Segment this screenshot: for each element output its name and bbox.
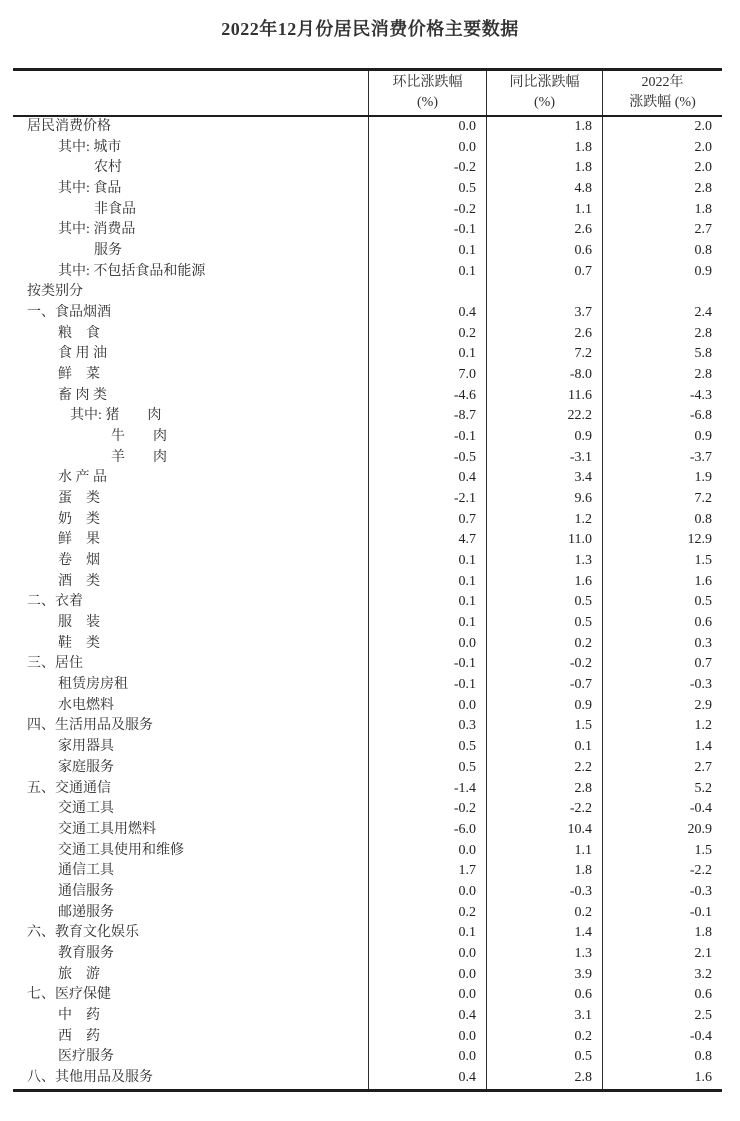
row-label: 水电燃料 (58, 697, 114, 713)
cell-mom: -1.4 (368, 779, 486, 800)
cell-mom: -0.2 (368, 200, 486, 221)
cell-year: -0.3 (602, 882, 722, 903)
table-row (13, 820, 722, 841)
cell-yoy: 0.2 (486, 903, 602, 924)
cell-year: -4.3 (602, 386, 722, 407)
cell-mom: 0.4 (368, 1068, 486, 1089)
cell-yoy: 1.8 (486, 861, 602, 882)
table-row (13, 365, 722, 386)
cell-mom: 0.1 (368, 262, 486, 283)
cell-mom: 0.7 (368, 510, 486, 531)
header-col-mom-unit: (%) (417, 95, 438, 110)
row-label: 交通工具用燃料 (58, 821, 156, 837)
row-label: 卷 烟 (58, 553, 100, 569)
row-label: 居民消费价格 (27, 119, 111, 134)
header-col-yoy-unit: (%) (534, 95, 555, 110)
cell-yoy: 2.2 (486, 758, 602, 779)
table-row (13, 1006, 722, 1027)
cell-yoy: 1.3 (486, 551, 602, 572)
table-row (13, 841, 722, 862)
table-row (13, 510, 722, 531)
cell-yoy: 1.5 (486, 716, 602, 737)
cell-yoy: 0.5 (486, 592, 602, 613)
row-label: 畜 肉 类 (58, 387, 107, 403)
cell-year: 5.8 (602, 344, 722, 365)
table-row (13, 675, 722, 696)
cell-yoy: 1.8 (486, 158, 602, 179)
table-row (13, 344, 722, 365)
cell-mom: 0.3 (368, 716, 486, 737)
table-row (13, 386, 722, 407)
cell-year: -2.2 (602, 861, 722, 882)
table-row (13, 965, 722, 986)
row-label: 羊 肉 (111, 449, 167, 465)
cell-year: 5.2 (602, 779, 722, 800)
table-row (13, 737, 722, 758)
cell-yoy: 10.4 (486, 820, 602, 841)
row-label: 通信工具 (58, 863, 114, 879)
row-label: 奶 类 (58, 511, 100, 527)
row-label: 水 产 品 (58, 470, 107, 486)
row-label: 交通工具 (58, 801, 114, 817)
row-label: 其中: 城市 (58, 139, 122, 155)
table-row (13, 158, 722, 179)
row-label: 服 装 (58, 615, 100, 631)
table-body (13, 117, 722, 1089)
row-label: 牛 肉 (111, 429, 167, 445)
cell-mom: 0.0 (368, 841, 486, 862)
cell-mom: 0.0 (368, 138, 486, 159)
cell-mom: 1.7 (368, 861, 486, 882)
row-label: 粮 食 (58, 325, 100, 341)
cell-mom: -6.0 (368, 820, 486, 841)
cell-yoy: 3.7 (486, 303, 602, 324)
row-label: 其中: 猪 肉 (70, 408, 162, 424)
cell-mom (368, 282, 486, 303)
cell-year: 1.5 (602, 551, 722, 572)
row-label: 家庭服务 (58, 759, 114, 775)
table-row (13, 634, 722, 655)
cell-yoy: 1.6 (486, 572, 602, 593)
table-row (13, 985, 722, 1006)
row-label: 服务 (94, 243, 122, 259)
header-col-year-unit: 涨跌幅 (%) (629, 95, 696, 110)
cell-year: 0.5 (602, 592, 722, 613)
cell-year: 0.9 (602, 262, 722, 283)
cell-year: 0.9 (602, 427, 722, 448)
row-label: 旅 游 (58, 966, 100, 982)
cell-mom: 4.7 (368, 530, 486, 551)
cell-year: 1.6 (602, 572, 722, 593)
cell-yoy: 0.2 (486, 1027, 602, 1048)
table-row (13, 696, 722, 717)
cell-mom: 0.1 (368, 551, 486, 572)
cell-mom: -0.1 (368, 220, 486, 241)
row-label: 三、居住 (27, 656, 83, 672)
cell-yoy: 7.2 (486, 344, 602, 365)
row-label: 农村 (94, 160, 122, 176)
row-label: 其中: 不包括食品和能源 (58, 263, 206, 279)
cell-year: -3.7 (602, 448, 722, 469)
row-label: 八、其他用品及服务 (27, 1069, 153, 1085)
cell-yoy: 22.2 (486, 406, 602, 427)
table-row (13, 799, 722, 820)
table-row (13, 1047, 722, 1068)
cell-year: -0.1 (602, 903, 722, 924)
cell-mom: -0.1 (368, 675, 486, 696)
cell-mom: 0.0 (368, 1047, 486, 1068)
cell-mom: 0.0 (368, 985, 486, 1006)
table-row (13, 716, 722, 737)
row-label: 六、教育文化娱乐 (27, 925, 139, 941)
cell-yoy: 3.9 (486, 965, 602, 986)
table-row (13, 903, 722, 924)
table-row (13, 923, 722, 944)
cell-mom: 0.0 (368, 882, 486, 903)
table-row (13, 117, 722, 138)
row-label: 西 药 (58, 1028, 100, 1044)
row-label: 食 用 油 (58, 346, 107, 362)
cell-year: 7.2 (602, 489, 722, 510)
cell-mom: 0.0 (368, 696, 486, 717)
table-row (13, 406, 722, 427)
cell-year: 1.4 (602, 737, 722, 758)
cell-year: 2.7 (602, 758, 722, 779)
cell-yoy: 1.4 (486, 923, 602, 944)
cell-mom: -4.6 (368, 386, 486, 407)
cell-yoy: 3.4 (486, 468, 602, 489)
row-label: 交通工具使用和维修 (58, 842, 184, 858)
cell-mom: 0.0 (368, 965, 486, 986)
row-label: 中 药 (58, 1007, 100, 1023)
cell-mom: 0.4 (368, 1006, 486, 1027)
cell-yoy: -8.0 (486, 365, 602, 386)
cell-yoy: 0.7 (486, 262, 602, 283)
row-label: 其中: 食品 (58, 181, 122, 197)
cell-year: -0.4 (602, 799, 722, 820)
table-row (13, 592, 722, 613)
cell-mom: -0.2 (368, 158, 486, 179)
cell-yoy: 1.1 (486, 841, 602, 862)
table-row (13, 551, 722, 572)
cell-yoy: 9.6 (486, 489, 602, 510)
cell-year: 0.8 (602, 1047, 722, 1068)
cell-yoy: 0.9 (486, 427, 602, 448)
page-title: 2022年12月份居民消费价格主要数据 (221, 19, 519, 39)
header-col-mom-title: 环比涨跌幅 (392, 75, 463, 90)
cell-yoy: 1.8 (486, 138, 602, 159)
cell-mom: 0.0 (368, 1027, 486, 1048)
cell-yoy: 1.3 (486, 944, 602, 965)
cell-year: 2.4 (602, 303, 722, 324)
cell-mom: 0.1 (368, 241, 486, 262)
cell-yoy: 0.5 (486, 613, 602, 634)
row-label: 五、交通通信 (27, 780, 111, 796)
table-row (13, 882, 722, 903)
table-row (13, 220, 722, 241)
row-label: 二、衣着 (27, 594, 83, 610)
table-row (13, 1027, 722, 1048)
cell-mom: -2.1 (368, 489, 486, 510)
cell-yoy: 0.2 (486, 634, 602, 655)
table-row (13, 324, 722, 345)
table-row (13, 530, 722, 551)
cell-yoy: 2.8 (486, 779, 602, 800)
cell-year: 2.8 (602, 365, 722, 386)
cell-mom: 0.0 (368, 117, 486, 138)
row-label: 非食品 (94, 201, 136, 217)
cell-year: 1.5 (602, 841, 722, 862)
cell-mom: 0.1 (368, 344, 486, 365)
table-row (13, 427, 722, 448)
cell-year: 1.2 (602, 716, 722, 737)
table-row (13, 448, 722, 469)
cell-year: 1.8 (602, 923, 722, 944)
cell-yoy: 1.2 (486, 510, 602, 531)
table-header-row (13, 71, 722, 117)
table-row (13, 138, 722, 159)
cell-mom: -8.7 (368, 406, 486, 427)
cell-yoy: 11.6 (486, 386, 602, 407)
cell-yoy: 0.5 (486, 1047, 602, 1068)
cell-year: 2.0 (602, 117, 722, 138)
row-label: 医疗服务 (58, 1049, 114, 1065)
cell-mom: 7.0 (368, 365, 486, 386)
row-label: 鲜 果 (58, 532, 100, 548)
row-label: 家用器具 (58, 739, 114, 755)
cell-year: 2.7 (602, 220, 722, 241)
cell-yoy: 0.1 (486, 737, 602, 758)
cell-yoy: -0.2 (486, 654, 602, 675)
table-row (13, 758, 722, 779)
header-col-yoy-title: 同比涨跌幅 (509, 75, 580, 90)
row-label: 按类别分 (27, 284, 83, 300)
cell-year: 0.3 (602, 634, 722, 655)
cell-yoy: 1.8 (486, 117, 602, 138)
row-label: 租赁房房租 (58, 677, 128, 693)
cell-year: -0.4 (602, 1027, 722, 1048)
table-row (13, 489, 722, 510)
cell-yoy: 1.1 (486, 200, 602, 221)
cell-yoy: 0.6 (486, 241, 602, 262)
cell-mom: -0.2 (368, 799, 486, 820)
cell-mom: 0.0 (368, 634, 486, 655)
table-row (13, 468, 722, 489)
cell-mom: 0.5 (368, 737, 486, 758)
cell-year: 1.6 (602, 1068, 722, 1089)
cell-year: 3.2 (602, 965, 722, 986)
cell-yoy: 2.6 (486, 324, 602, 345)
cell-yoy: -3.1 (486, 448, 602, 469)
cell-mom: -0.1 (368, 654, 486, 675)
table-row (13, 944, 722, 965)
cell-year: -0.3 (602, 675, 722, 696)
cell-year: 2.5 (602, 1006, 722, 1027)
cell-year: 1.8 (602, 200, 722, 221)
row-label: 通信服务 (58, 883, 114, 899)
table-row (13, 613, 722, 634)
cell-mom: 0.4 (368, 468, 486, 489)
table-row (13, 282, 722, 303)
cell-mom: -0.1 (368, 427, 486, 448)
row-label: 蛋 类 (58, 491, 100, 507)
cell-year: 2.0 (602, 138, 722, 159)
table-row (13, 572, 722, 593)
table-row (13, 779, 722, 800)
row-label: 四、生活用品及服务 (27, 718, 153, 734)
cell-year: 0.7 (602, 654, 722, 675)
table-row (13, 200, 722, 221)
cell-yoy: 3.1 (486, 1006, 602, 1027)
cell-year: 0.8 (602, 241, 722, 262)
cell-mom: -0.5 (368, 448, 486, 469)
row-label: 邮递服务 (58, 904, 114, 920)
cell-mom: 0.2 (368, 903, 486, 924)
table-row (13, 179, 722, 200)
cell-mom: 0.1 (368, 572, 486, 593)
header-empty-cell (13, 71, 368, 115)
header-col-mom (368, 71, 486, 115)
table-row (13, 262, 722, 283)
cell-year: 2.9 (602, 696, 722, 717)
cell-yoy: 0.9 (486, 696, 602, 717)
cell-mom: 0.1 (368, 613, 486, 634)
cell-year: 2.1 (602, 944, 722, 965)
table-row (13, 654, 722, 675)
cell-year: 1.9 (602, 468, 722, 489)
table-row (13, 1068, 722, 1089)
header-col-year (602, 71, 722, 115)
cell-year: -6.8 (602, 406, 722, 427)
cell-year: 12.9 (602, 530, 722, 551)
cell-yoy: 2.8 (486, 1068, 602, 1089)
cpi-data-table (13, 68, 722, 1092)
cell-year: 2.8 (602, 179, 722, 200)
cell-yoy (486, 282, 602, 303)
cell-yoy: 0.6 (486, 985, 602, 1006)
cell-year: 20.9 (602, 820, 722, 841)
header-col-year-title: 2022年 (641, 75, 684, 90)
cell-yoy: 4.8 (486, 179, 602, 200)
cell-yoy: 2.6 (486, 220, 602, 241)
row-label: 鞋 类 (58, 635, 100, 651)
cell-yoy: -2.2 (486, 799, 602, 820)
row-label: 鲜 菜 (58, 367, 100, 383)
row-label: 酒 类 (58, 573, 100, 589)
cell-mom: 0.2 (368, 324, 486, 345)
row-label: 其中: 消费品 (58, 222, 136, 238)
cell-mom: 0.1 (368, 923, 486, 944)
cell-mom: 0.0 (368, 944, 486, 965)
cell-mom: 0.5 (368, 758, 486, 779)
row-label: 七、医疗保健 (27, 987, 111, 1003)
cell-yoy: 11.0 (486, 530, 602, 551)
header-col-yoy (486, 71, 602, 115)
cell-year: 0.6 (602, 613, 722, 634)
cell-year: 0.6 (602, 985, 722, 1006)
cell-yoy: -0.3 (486, 882, 602, 903)
table-row (13, 303, 722, 324)
cell-year: 0.8 (602, 510, 722, 531)
row-label: 一、食品烟酒 (27, 305, 111, 321)
table-row (13, 241, 722, 262)
cell-yoy: -0.7 (486, 675, 602, 696)
cell-year: 2.0 (602, 158, 722, 179)
cell-mom: 0.1 (368, 592, 486, 613)
cell-mom: 0.4 (368, 303, 486, 324)
cell-year: 2.8 (602, 324, 722, 345)
table-row (13, 861, 722, 882)
cell-mom: 0.5 (368, 179, 486, 200)
cell-year (602, 282, 722, 303)
row-label: 教育服务 (58, 945, 114, 961)
